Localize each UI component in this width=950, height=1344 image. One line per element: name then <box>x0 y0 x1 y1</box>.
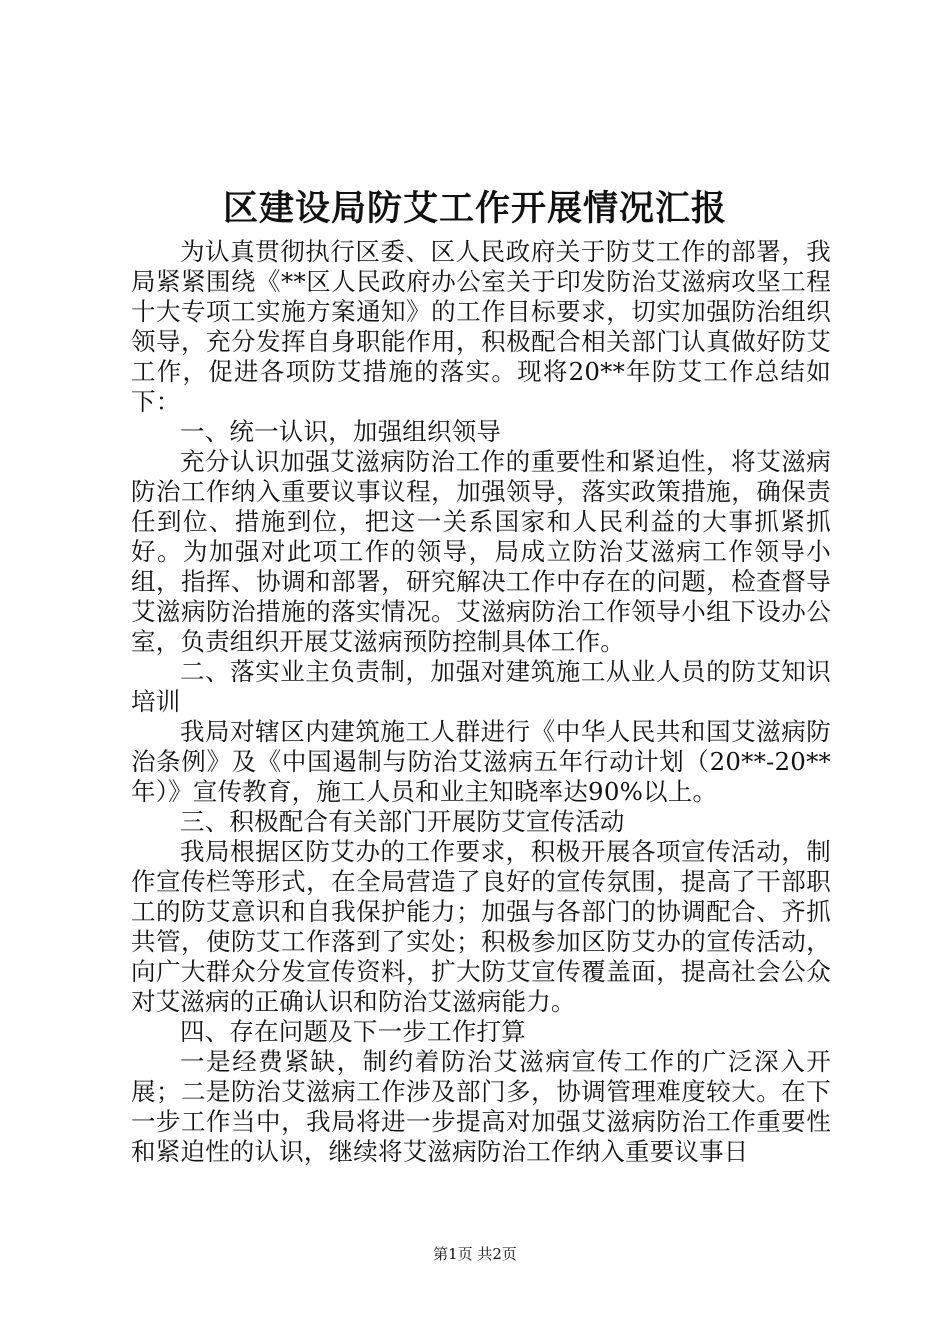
section-paragraph-2: 我局对辖区内建筑施工人群进行《中华人民共和国艾滋病防治条例》及《中国遏制与防治艾滋病五年行动计划（20**-20**年）》宣传教育，施工人员和业主知晓率达90%以上。 <box>131 717 831 806</box>
document-body <box>131 237 831 1167</box>
section-paragraph-4: 一是经费紧缺，制约着防治艾滋病宣传工作的广泛深入开展；二是防治艾滋病工作涉及部门多，协调管理难度较大。在下一步工作当中，我局将进一步提高对加强艾滋病防治工作重要性和紧迫性的认识，继续将艾滋病防治工作纳入重要议事日 <box>131 1047 831 1166</box>
section-paragraph-1: 充分认识加强艾滋病防治工作的重要性和紧迫性，将艾滋病防治工作纳入重要议事议程，加强领导，落实政策措施，确保责任到位、措施到位，把这一关系国家和人民利益的大事抓紧抓好。为加强对此项工作的领导，局成立防治艾滋病工作领导小组，指挥、协调和部署，研究解决工作中存在的问题，检查督导艾滋病防治措施的落实情况。艾滋病防治工作领导小组下设办公室，负责组织开展艾滋病预防控制具体工作。 <box>131 447 831 656</box>
section-heading-2: 二、落实业主负责制，加强对建筑施工从业人员的防艾知识培训 <box>131 657 831 716</box>
document-title: 区建设局防艾工作开展情况汇报 <box>222 188 727 229</box>
section-paragraph-3: 我局根据区防艾办的工作要求，积极开展各项宣传活动，制作宣传栏等形式，在全局营造了良好的宣传氛围，提高了干部职工的防艾意识和自我保护能力；加强与各部门的协调配合、齐抓共管，使防艾工作落到了实处；积极参加区防艾办的宣传活动，向广大群众分发宣传资料，扩大防艾宣传覆盖面，提高社会公众对艾滋病的正确认识和防治艾滋病能力。 <box>131 837 831 1016</box>
page-footer: 第1页 共2页 <box>433 1245 517 1263</box>
section-heading-3: 三、积极配合有关部门开展防艾宣传活动 <box>180 807 625 836</box>
section-heading-1: 一、统一认识，加强组织领导 <box>180 417 502 446</box>
intro-paragraph: 为认真贯彻执行区委、区人民政府关于防艾工作的部署，我局紧紧围绕《**区人民政府办公室关于印发防治艾滋病攻坚工程十大专项工实施方案通知》的工作目标要求，切实加强防治组织领导，充分发挥自身职能作用，积极配合相关部门认真做好防艾工作，促进各项防艾措施的落实。现将20**年防艾工作总结如下： <box>131 237 831 416</box>
section-heading-4: 四、存在问题及下一步工作打算 <box>180 1017 526 1046</box>
